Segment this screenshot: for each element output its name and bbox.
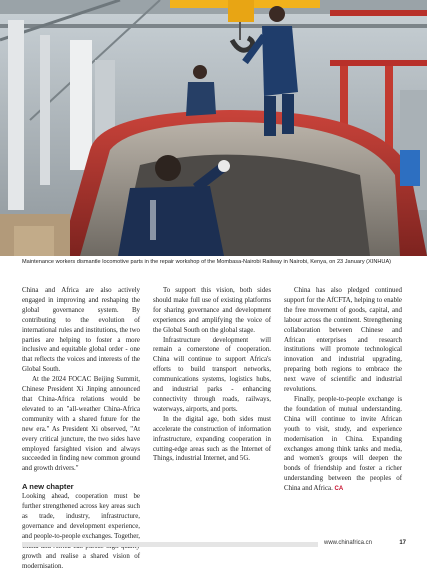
locomotive-workshop-image — [0, 0, 427, 256]
text-column-1 — [22, 286, 140, 571]
paragraph: To support this vision, both sides should make full use of existing platforms for sharing governance and development experiences and amplifying the voice of the Global South on the global stage. — [153, 287, 271, 334]
text-column-3 — [284, 286, 402, 495]
paragraph: China and Africa are also actively engaged in improving and reshaping the global governance system. By contributing to the evolution of international rules and institutions, the two parties are helping to foster a more inclusive and equitable global order - one that reflects the voices and interests of the Global South. — [22, 287, 140, 374]
paragraph: At the 2024 FOCAC Beijing Summit, Chinese President Xi Jinping announced that China-Africa relations would be elevated to an "all-weather China-Africa community with a shared future for the new era." As President Xi observed, "At every critical juncture, the two sides have employed farsighted vision and always succeeded in finding new common ground and growth drivers." — [22, 376, 140, 473]
article-photo — [0, 0, 427, 256]
paragraph: Looking ahead, cooperation must be further strengthened across key areas such as trade, industry, infrastructure, governance and development experience, and people-to-people exchanges. Together, growth and realise a shared vision of modernisation. — [22, 493, 140, 570]
section-heading: A new chapter — [22, 482, 74, 492]
paragraph: In the digital age, both sides must accelerate the construction of information infrastructure, expanding cooperation in cutting-edge areas such as the Internet of Things, industrial Internet, and 5G. — [153, 415, 271, 463]
website-link[interactable]: www.chinafrica.cn — [324, 540, 373, 546]
paragraph: Infrastructure development will remain a cornerstone of cooperation. China will continue to support Africa's efforts to build transport networks, communications systems, logistics hubs, and industrial parks - enhancing connectivity through roads, railways, waterways, airports, and ports. — [153, 336, 271, 413]
photo-caption: Maintenance workers dismantle locomotive parts in the repair workshop of the Mombasa-Nairobi Railway in Nairobi, Kenya, on 23 January (XINHUA) — [22, 259, 392, 265]
page-number: 17 — [399, 540, 406, 546]
footer-bar — [22, 542, 318, 547]
paragraph: China has also pledged continued support for the AfCFTA, helping to enable the free movement of goods, capital, and labour across the continent. Strengthening collaboration between Chinese and African enterprises and research institutions will promote technological innovation and industrial upgrading, preparing both regions to embrace the next wave of scientific and industrial revolutions. — [284, 287, 402, 394]
end-mark: CA — [334, 486, 344, 493]
page-footer — [22, 536, 406, 552]
paragraph — [284, 395, 402, 495]
text-column-2 — [153, 286, 271, 464]
paragraph-text: Finally, people-to-people exchange is the foundation of mutual understanding. China will continue to invite African youth to visit, study, and experience modernisation in China. Expanding exchanges among think tanks and media, and women's groups will deepen the bonds of friendship and foster a richer understanding between the peoples of China and Africa. — [284, 395, 402, 493]
